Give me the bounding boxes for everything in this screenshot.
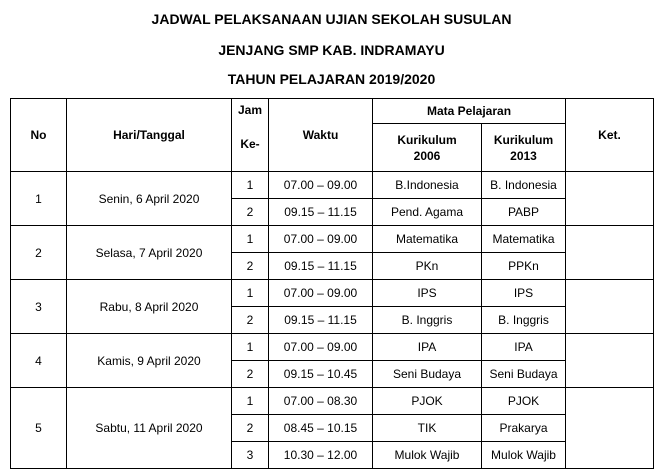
cell-jam: 2: [232, 415, 269, 442]
cell-ket: [566, 226, 654, 280]
cell-k2006: Seni Budaya: [373, 361, 482, 388]
header-no: No: [11, 99, 67, 172]
document-subtitle-level: JENJANG SMP KAB. INDRAMAYU: [218, 42, 445, 58]
cell-jam: 2: [232, 361, 269, 388]
cell-jam: 1: [232, 388, 269, 415]
cell-waktu: 07.00 – 09.00: [269, 226, 373, 253]
cell-k2013: IPS: [482, 280, 566, 307]
cell-no: 4: [11, 334, 67, 388]
header-k2006-line1: Kurikulum: [397, 132, 457, 147]
cell-waktu: 09.15 – 10.45: [269, 361, 373, 388]
cell-k2006: IPA: [373, 334, 482, 361]
cell-k2006: TIK: [373, 415, 482, 442]
cell-waktu: 07.00 – 08.30: [269, 388, 373, 415]
cell-no: 2: [11, 226, 67, 280]
cell-date: Rabu, 8 April 2020: [67, 280, 232, 334]
cell-ket: [566, 280, 654, 334]
cell-ket: [566, 334, 654, 388]
cell-waktu: 07.00 – 09.00: [269, 280, 373, 307]
cell-jam: 2: [232, 199, 269, 226]
cell-date: Selasa, 7 April 2020: [67, 226, 232, 280]
header-k2006-line2: 2006: [413, 148, 441, 163]
header-hari-tanggal: Hari/Tanggal: [67, 99, 232, 172]
cell-k2013: IPA: [482, 334, 566, 361]
cell-k2006: B. Inggris: [373, 307, 482, 334]
cell-no: 1: [11, 172, 67, 226]
cell-k2006: Pend. Agama: [373, 199, 482, 226]
table-row: [11, 280, 654, 307]
cell-k2006: Mulok Wajib: [373, 442, 482, 469]
document-subtitle-year: TAHUN PELAJARAN 2019/2020: [227, 71, 436, 87]
cell-no: 3: [11, 280, 67, 334]
cell-jam: 3: [232, 442, 269, 469]
cell-k2006: Matematika: [373, 226, 482, 253]
header-jam-line1: Jam: [237, 103, 263, 117]
cell-date: Kamis, 9 April 2020: [67, 334, 232, 388]
table-row: [11, 388, 654, 415]
cell-k2013: Matematika: [482, 226, 566, 253]
table-row: [11, 172, 654, 199]
cell-jam: 1: [232, 280, 269, 307]
cell-k2006: B.Indonesia: [373, 172, 482, 199]
cell-waktu: 09.15 – 11.15: [269, 253, 373, 280]
cell-waktu: 09.15 – 11.15: [269, 199, 373, 226]
cell-waktu: 07.00 – 09.00: [269, 334, 373, 361]
header-k2013-line2: 2013: [510, 148, 537, 163]
cell-date: Sabtu, 11 April 2020: [67, 388, 232, 469]
cell-ket: [566, 388, 654, 469]
document-title: JADWAL PELAKSANAAN UJIAN SEKOLAH SUSULAN: [151, 11, 512, 27]
cell-jam: 1: [232, 334, 269, 361]
cell-waktu: 08.45 – 10.15: [269, 415, 373, 442]
header-k2013-line1: Kurikulum: [493, 132, 554, 147]
header-keterangan: Ket.: [566, 99, 654, 172]
cell-k2006: PJOK: [373, 388, 482, 415]
cell-date: Senin, 6 April 2020: [67, 172, 232, 226]
cell-waktu: 07.00 – 09.00: [269, 172, 373, 199]
cell-k2013: PJOK: [482, 388, 566, 415]
header-jam-ke: [232, 99, 269, 172]
cell-jam: 2: [232, 253, 269, 280]
header-kurikulum-2006: [373, 124, 482, 172]
cell-k2013: PABP: [482, 199, 566, 226]
schedule-table: [10, 98, 654, 469]
cell-k2013: Mulok Wajib: [482, 442, 566, 469]
cell-ket: [566, 172, 654, 226]
cell-k2013: Prakarya: [482, 415, 566, 442]
header-mata-pelajaran: Mata Pelajaran: [373, 99, 566, 124]
cell-jam: 1: [232, 226, 269, 253]
header-jam-line2: Ke-: [240, 137, 260, 151]
cell-k2013: Seni Budaya: [482, 361, 566, 388]
cell-k2013: PPKn: [482, 253, 566, 280]
cell-waktu: 09.15 – 11.15: [269, 307, 373, 334]
header-kurikulum-2013: [482, 124, 566, 172]
table-row: [11, 334, 654, 361]
cell-waktu: 10.30 – 12.00: [269, 442, 373, 469]
cell-jam: 1: [232, 172, 269, 199]
table-row: [11, 226, 654, 253]
header-waktu: Waktu: [269, 99, 373, 172]
cell-jam: 2: [232, 307, 269, 334]
cell-k2006: PKn: [373, 253, 482, 280]
cell-no: 5: [11, 388, 67, 469]
cell-k2006: IPS: [373, 280, 482, 307]
cell-k2013: B. Indonesia: [482, 172, 566, 199]
cell-k2013: B. Inggris: [482, 307, 566, 334]
